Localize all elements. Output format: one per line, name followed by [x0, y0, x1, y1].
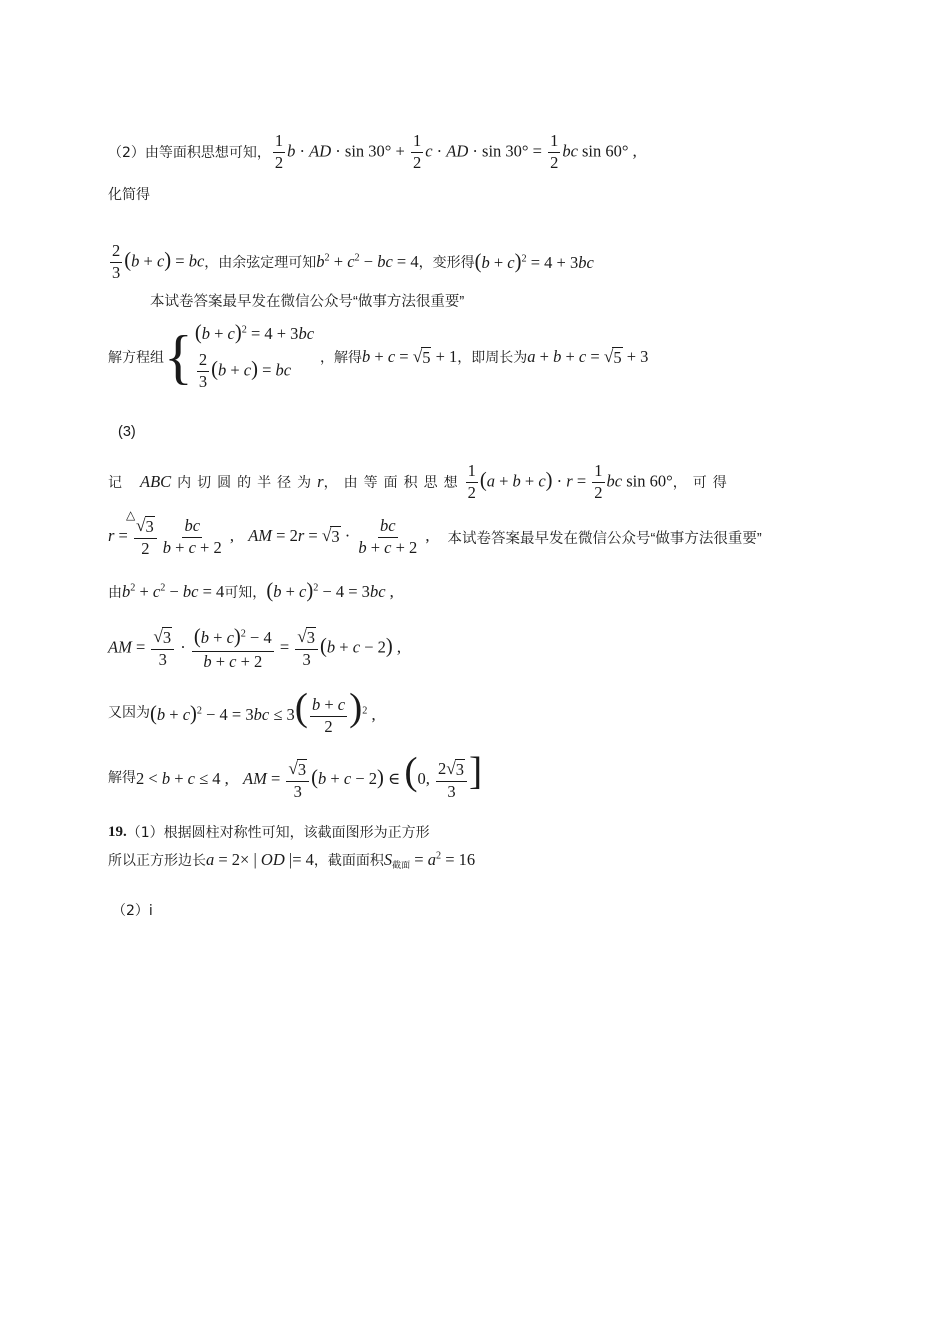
final-line	[108, 749, 483, 802]
triangle-abc: ABC	[140, 472, 172, 492]
system-line	[108, 322, 648, 392]
left-brace: {	[164, 323, 193, 390]
incircle-text: 内切圆的半径为	[177, 475, 318, 492]
am-line	[108, 626, 401, 672]
simplified-equation: $\frac{2}{3}$ (b + c) = bc	[112, 241, 205, 282]
area-subscript: 截面	[392, 861, 411, 872]
simplify-text: 化简得	[108, 187, 150, 203]
known-equation: $b^2 + c^2$ − bc = 4	[122, 581, 225, 601]
radius-line	[108, 516, 762, 559]
inequality-line	[108, 685, 376, 737]
derived-equation: $(b + c)^2 - 4 = 3bc$ ,	[266, 580, 394, 602]
area-formula: $S_{截面} = a^2 = 16$	[383, 850, 476, 872]
part2-equal-area-line	[108, 132, 637, 173]
q19-side-line	[108, 850, 475, 870]
area-idea-text: ，由等面积思想	[323, 475, 464, 492]
cosine-rule-line	[108, 242, 594, 283]
part3-label-line	[118, 424, 136, 440]
q19-side-text: 所以正方形边长	[108, 853, 206, 869]
equation-system: { $(b + c)^2 = 4 + 3bc$ $\frac{2}{3}$ (b + c) = bc	[164, 322, 315, 391]
cosine-rule-text: ，由余弦定理可知	[204, 255, 317, 272]
equal-area-equation: $\frac{1}{2}$ b · AD · sin 30° + $\frac{1}{2}$ c · AD · sin 30° = $\frac{1}{2}$ bc sin 60° ,	[274, 131, 637, 172]
incircle-line	[108, 462, 733, 503]
radius-formula: r = √ 3 2 $\frac{bc}{b + c + 2}$ , AM = 2r = √ 3 · $\frac{bc}{b + c + 2}$ ,	[108, 515, 430, 558]
inequality: $(b + c)^2 - 4 = 3bc \le 3$( $\frac{b + c}{2}$ )$^2$ ,	[150, 685, 376, 736]
am-formula: AM = √ 3 3 · $\frac{(b + c)^2 - 4}{b + c + 2}$ = √ 3 3 (b + c − 2) ,	[108, 626, 401, 671]
solve-system-text: 解方程组	[108, 349, 164, 366]
simplify-line	[108, 184, 150, 204]
known-line	[108, 580, 394, 603]
q19-part2-label: （2）i	[112, 903, 153, 919]
radius-r: r	[317, 472, 324, 492]
perimeter-text: ，即周长为	[457, 349, 528, 366]
known-text: 可知，	[224, 584, 267, 601]
note-prefix: 记	[108, 475, 128, 492]
solve-text: 解得	[108, 769, 136, 786]
sum-result: b + c = √ 5 + 1	[362, 346, 458, 367]
q19-part1-line: 19 . （1）根据圆柱对称性可知，该截面图形为正方形	[108, 823, 430, 841]
q19-number: 19	[108, 823, 123, 840]
incircle-area-equation: $\frac{1}{2}$ (a + b + c) · r = $\frac{1}{2}$ bc sin 60°	[467, 461, 673, 502]
q19-part1-text: （1）根据圆柱对称性可知，该截面图形为正方形	[126, 825, 430, 841]
perimeter-result: a + b + c = √ 5 + 3	[527, 346, 649, 367]
q19-part2-line	[112, 900, 153, 920]
watermark-1	[150, 290, 464, 311]
triangle-symbol: △	[126, 508, 136, 522]
watermark-text-2: 本试卷答案最早发在微信公众号“做事方法很重要”	[447, 530, 762, 547]
solve-result-text: ，解得	[320, 349, 363, 366]
cosine-rule-equation: $b^2 + c^2$ − bc = 4	[316, 252, 419, 272]
from-text: 由	[108, 584, 122, 601]
part2-intro: 由等面积思想可知，	[144, 145, 271, 162]
side-formula: a = 2× | OD |= 4	[206, 850, 314, 869]
also-because-text: 又因为	[108, 705, 150, 722]
q19-area-text: ，截面面积	[313, 853, 384, 869]
transformed-equation: $(b + c)^2 = 4 + 3bc$	[474, 250, 594, 273]
part2-label: （2）	[108, 145, 145, 162]
final-range: 2 < b + c ≤ 4 , AM = √ 3 3 (b + c − 2) ∈ (0, 2 √ 3 3 ]	[136, 749, 483, 801]
watermark-text-1: 本试卷答案最早发在微信公众号“做事方法很重要”	[150, 294, 465, 310]
part3-label: (3)	[118, 424, 136, 440]
then-get-text: ，可得	[672, 475, 733, 492]
transform-text: ，变形得	[418, 255, 475, 272]
